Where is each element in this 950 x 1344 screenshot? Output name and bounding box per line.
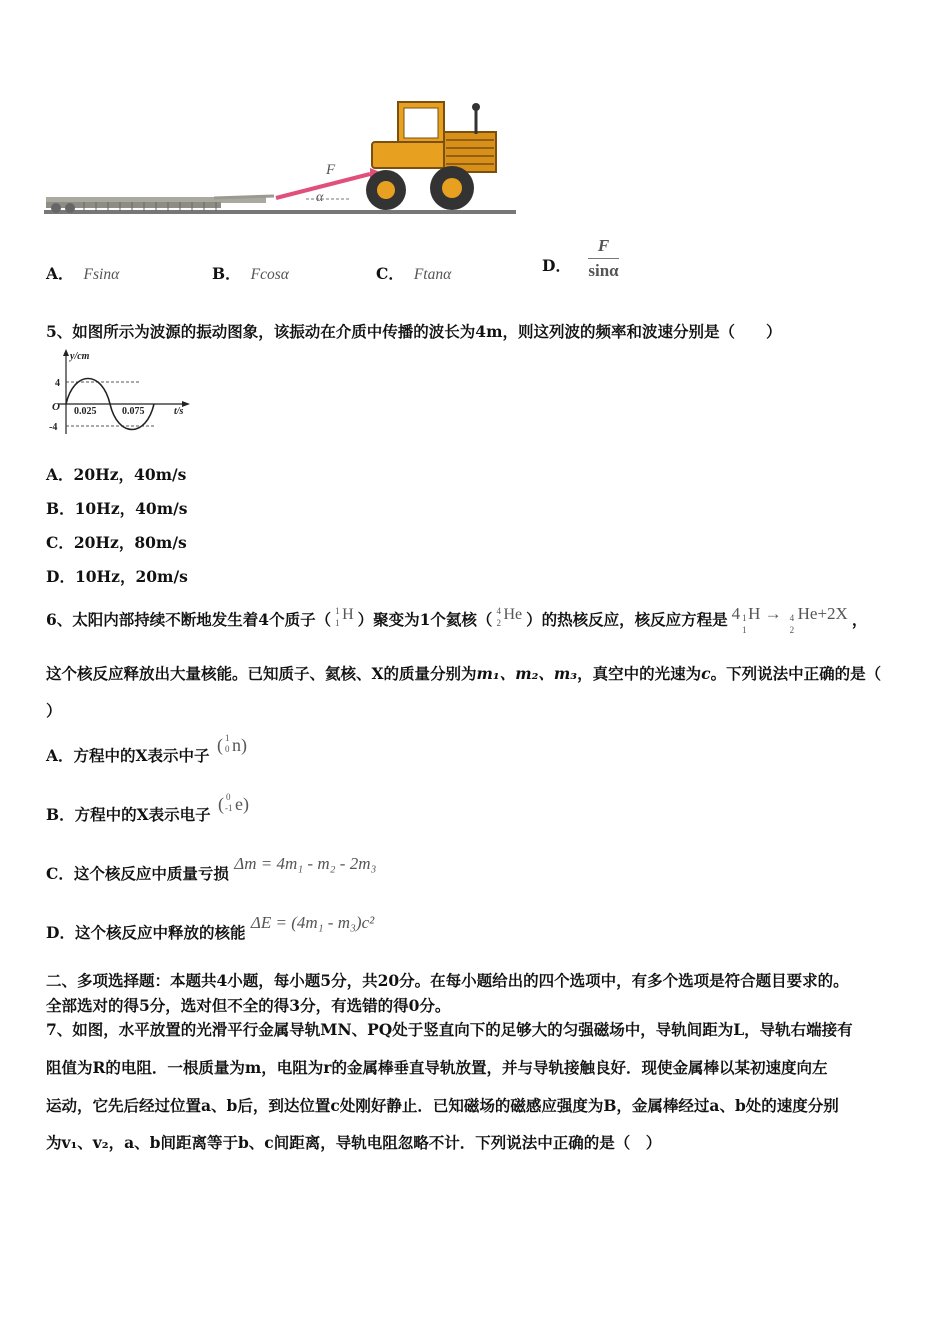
q7-line4: 为v₁、v₂，a、b间距离等于b、c间距离，导轨电阻忽略不计．下列说法中正确的是（ ） (46, 1133, 662, 1152)
q4-option-a[interactable]: A． Fsinα (46, 264, 120, 283)
q6-option-b[interactable]: B．方程中的X表示电子 ( 0 -1 e) (46, 792, 250, 824)
q4-option-c[interactable]: C． Ftanα (376, 264, 452, 283)
q5-option-b[interactable]: B．10Hz，40m/s (46, 499, 188, 518)
q5-option-c[interactable]: C．20Hz，80m/s (46, 533, 187, 552)
energy-formula: ΔE = (4m₁ - m₃)c² (250, 913, 375, 932)
y-pos-label: 4 (55, 378, 60, 389)
mass-defect-formula: Δm = 4m₁ - m₂ - 2m₃ (234, 854, 377, 873)
q7-line1: 7、如图，水平放置的光滑平行金属导轨MN、PQ处于竖直向下的足够大的匀强磁场中，导轨间距为L，导轨右端接有 (46, 1020, 853, 1039)
q5-option-d[interactable]: D．10Hz，20m/s (46, 567, 188, 586)
q6-stem-line1: 6、太阳内部持续不断地发生着4个质子（ 1 1 H ）聚变为1个氦核（ 4 2 He ）的热核反应，核反应方程是 4 1 1 H → 4 2 He+2X ， (46, 602, 867, 639)
q4-option-b[interactable]: B． Fcosα (212, 264, 289, 283)
neutron-symbol: ( 1 0 n) (216, 733, 247, 755)
origin-label: O (52, 401, 60, 413)
x-tick-1: 0.025 (74, 406, 97, 417)
force-label: F (326, 162, 336, 178)
proton-symbol: 1 1 H (335, 606, 354, 628)
ground-line (44, 210, 516, 214)
q7-line2: 阻值为R的电阻．一根质量为m，电阻为r的金属棒垂直导轨放置，并与导轨接触良好．现使金属棒以某初速度向左 (46, 1058, 828, 1077)
q5-vibration-graph (44, 348, 194, 436)
q6-option-c[interactable]: C．这个核反应中质量亏损 Δm = 4m₁ - m₂ - 2m₃ (46, 854, 377, 883)
tractor-figure (44, 98, 518, 222)
q4-option-d[interactable]: D． $\frac{F}{\sin\alpha}$ (542, 236, 619, 280)
reaction-equation: 4 1 1 H → 4 2 He+2X (731, 604, 848, 635)
q5-option-a[interactable]: A．20Hz，40m/s (46, 465, 187, 484)
electron-symbol: ( 0 -1 e) (218, 792, 250, 814)
y-neg-label: -4 (49, 422, 58, 433)
q5-stem: 5、如图所示为波源的振动图象，该振动在介质中传播的波长为4m，则这列波的频率和波速分别是（ ） (46, 322, 782, 341)
tractor (366, 102, 496, 210)
fraction-f-over-sin: $\frac{F}{\sin\alpha}$ (588, 236, 619, 280)
y-axis-label: y/cm (70, 351, 90, 362)
helium-symbol: 4 2 He (496, 606, 523, 628)
section2-header-line2: 全部选对的得5分，选对但不全的得3分，有选错的得0分。 (46, 996, 451, 1015)
q6-stem-line2: 这个核反应释放出大量核能。已知质子、氦核、X的质量分别为m₁、m₂、m₃，真空中的光速为c。下列说法中正确的是（ (46, 664, 882, 683)
x-tick-2: 0.075 (122, 406, 145, 417)
angle-label: α (316, 190, 324, 205)
q6-option-d[interactable]: D．这个核反应中释放的核能 ΔE = (4m₁ - m₃)c² (46, 913, 375, 942)
q7-line3: 运动，它先后经过位置a、b后，到达位置c处刚好静止．已知磁场的磁感应强度为B，金属棒经过a、b处的速度分别 (46, 1096, 839, 1115)
section2-header-line1: 二、多项选择题：本题共4小题，每小题5分，共20分。在每小题给出的四个选项中，有多个选项是符合题目要求的。 (46, 971, 849, 990)
t-axis-label: t/s (174, 406, 184, 417)
q6-option-a[interactable]: A．方程中的X表示中子 ( 1 0 n) (46, 733, 247, 765)
q6-stem-line3: ） (46, 701, 62, 720)
